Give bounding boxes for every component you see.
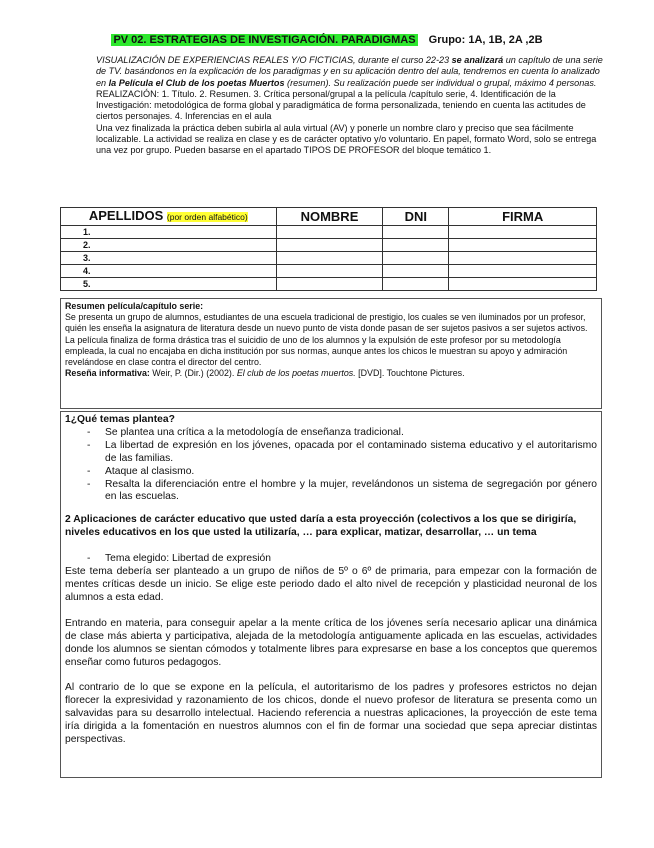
reference-line bbox=[65, 368, 597, 379]
list-item: - Se plantea una crítica a la metodología de enseñanza tradicional. bbox=[87, 427, 597, 440]
students-table bbox=[60, 207, 597, 291]
reference-label: Reseña informativa: bbox=[65, 368, 150, 379]
nombre-cell[interactable] bbox=[276, 226, 383, 239]
row-number: 3. bbox=[61, 252, 277, 265]
theme-list bbox=[65, 553, 597, 566]
intro-text-b: se analizará bbox=[451, 55, 504, 65]
analysis-box bbox=[60, 411, 602, 778]
row-number: 1. bbox=[61, 226, 277, 239]
firma-cell[interactable] bbox=[449, 239, 597, 252]
intro-text-c: un capítulo de una serie de TV. basándonos en la explicación de los paradigmas y en su aplicación dentro del aula, tendremos en cuenta lo analizado en bbox=[96, 55, 603, 88]
question-1: 1¿Qué temas plantea? bbox=[65, 414, 175, 425]
instructions-paragraph-2: REALIZACIÓN: 1. Título. 2. Resumen. 3. Crítica personal/grupal a la película /capítulo serie, 4. Identificación de la Investigación: metodológica de forma global y paradigmática de forma personalizada, teniendo en cuenta las actitudes de ciertos personajes. 4. Inferencias en el aula bbox=[96, 88, 586, 122]
header-firma: FIRMA bbox=[449, 208, 597, 226]
header-apellidos bbox=[61, 208, 277, 226]
row-number: 5. bbox=[61, 278, 277, 291]
document-title: PV 02. ESTRATEGIAS DE INVESTIGACIÓN. PARADIGMAS bbox=[113, 34, 416, 46]
table-header-row bbox=[61, 208, 597, 226]
firma-cell[interactable] bbox=[449, 265, 597, 278]
chosen-theme: - Tema elegido: Libertad de expresión bbox=[87, 553, 597, 566]
reference-title: El club de los poetas muertos. bbox=[236, 368, 356, 379]
firma-cell[interactable] bbox=[449, 252, 597, 265]
list-item: - Resalta la diferenciación entre el hombre y la mujer, revelándonos un sistema de segregación por género en las escuelas. bbox=[87, 479, 597, 505]
table-row bbox=[61, 252, 597, 265]
table-row bbox=[61, 239, 597, 252]
reference-source: [DVD]. Touchtone Pictures. bbox=[355, 368, 465, 379]
header-apellidos-label: APELLIDOS bbox=[88, 208, 164, 223]
dni-cell[interactable] bbox=[383, 278, 449, 291]
themes-list bbox=[65, 427, 597, 504]
intro-film-title: la Película el Club de los poetas Muertos bbox=[108, 77, 285, 88]
instructions-paragraph-3: Una vez finalizada la práctica deben subirla al aula virtual (AV) y ponerle un nombre claro y preciso que sea fácilmente localizable. La actividad se realiza en clase y es de carácter optativo y/o voluntario. En papel, formato Word, solo se entrega una vez por grupo. Pueden basarse en el apartado TIPOS DE PROFESOR del bloque temático 1. bbox=[96, 122, 597, 156]
instructions bbox=[60, 55, 604, 157]
header-dni: DNI bbox=[383, 208, 449, 226]
dni-cell[interactable] bbox=[383, 239, 449, 252]
header-nombre: NOMBRE bbox=[276, 208, 383, 226]
firma-cell[interactable] bbox=[449, 226, 597, 239]
dni-cell[interactable] bbox=[383, 252, 449, 265]
row-number: 2. bbox=[61, 239, 277, 252]
header-apellidos-note: (por orden alfabético) bbox=[166, 212, 248, 222]
table-row bbox=[61, 265, 597, 278]
intro-text-e: (resumen). Su realización puede ser individual o grupal, máximo 4 personas. bbox=[284, 77, 597, 88]
summary-heading: Resumen película/capítulo serie: bbox=[65, 301, 204, 311]
list-item: - Ataque al clasismo. bbox=[87, 466, 597, 479]
analysis-paragraph-1: Este tema debería ser planteado a un grupo de niños de 5º o 6º de primaria, para empezar con la formación de mentes críticas desde un inicio. Se elige este periodo dado el alto nivel de recepción y plasticidad neuronal de los alumnos a esta edad. bbox=[65, 566, 597, 603]
table-row bbox=[61, 226, 597, 239]
nombre-cell[interactable] bbox=[276, 278, 383, 291]
row-number: 4. bbox=[61, 265, 277, 278]
table-row bbox=[61, 278, 597, 291]
nombre-cell[interactable] bbox=[276, 265, 383, 278]
summary-text: Se presenta un grupo de alumnos, estudiantes de una escuela tradicional de prestigio, los cuales se ven iluminados por un profesor, quién les enseña la asignatura de literatura desde un nuevo punto de vista donde pasan de ser sujetos pasivos a ser sujetos activos. La película finaliza de forma drástica tras el suicidio de uno de los alumnos y la expulsión de este profesor por su metodología empleada, la cual no encajaba en dicha institución por sus normas, aunque antes los chicos le muestran su apoyo y admiración revelándose en clase contra el director del centro. bbox=[65, 312, 588, 368]
reference-author: Weir, P. (Dir.) (2002). bbox=[149, 368, 237, 379]
nombre-cell[interactable] bbox=[276, 239, 383, 252]
analysis-paragraph-3: Al contrario de lo que se expone en la película, el autoritarismo de los padres y profesores estrictos no dejan florecer la expresividad y razonamiento de los chicos, donde el nuevo profesor de literatura se presenta como un salvavidas para su desarrollo intelectual. Haciendo referencia a nuestras aplicaciones, la proyección de este tema iría dirigida a la fomentación en nuestros alumnos con el fin de formar una sociedad que sepa apreciar distintas perspectivas. bbox=[65, 682, 597, 746]
analysis-paragraph-2: Entrando en materia, para conseguir apelar a la mente crítica de los jóvenes sería necesario aplicar una dinámica de clase más abierta y participativa, alejada de la metodología antiguamente aplicada en las escuelas, actividades donde los alumnos se sientan cómodos y totalmente libres para expresarse en base a los conceptos que queremos enseñar como futuros pedagogos. bbox=[65, 617, 597, 668]
instructions-paragraph-1 bbox=[60, 55, 604, 89]
intro-text-a: VISUALIZACIÓN DE EXPERIENCIAS REALES Y/O FICTICIAS, durante el curso 22-23 bbox=[96, 55, 452, 65]
dni-cell[interactable] bbox=[383, 265, 449, 278]
dni-cell[interactable] bbox=[383, 226, 449, 239]
list-item: - La libertad de expresión en los jóvenes, opacada por el contaminado sistema educativo y el autoritarismo de las familias. bbox=[87, 440, 597, 466]
document-header bbox=[0, 33, 654, 47]
group-label: Grupo: 1A, 1B, 2A ,2B bbox=[428, 34, 543, 46]
nombre-cell[interactable] bbox=[276, 252, 383, 265]
question-2: 2 Aplicaciones de carácter educativo que usted daría a esta proyección (colectivos a los que se dirigiría, niveles educativos en los que usted la utilizaría, … para explicar, matizar, desarrollar, … un tema bbox=[65, 514, 577, 539]
firma-cell[interactable] bbox=[449, 278, 597, 291]
summary-box bbox=[60, 298, 602, 409]
